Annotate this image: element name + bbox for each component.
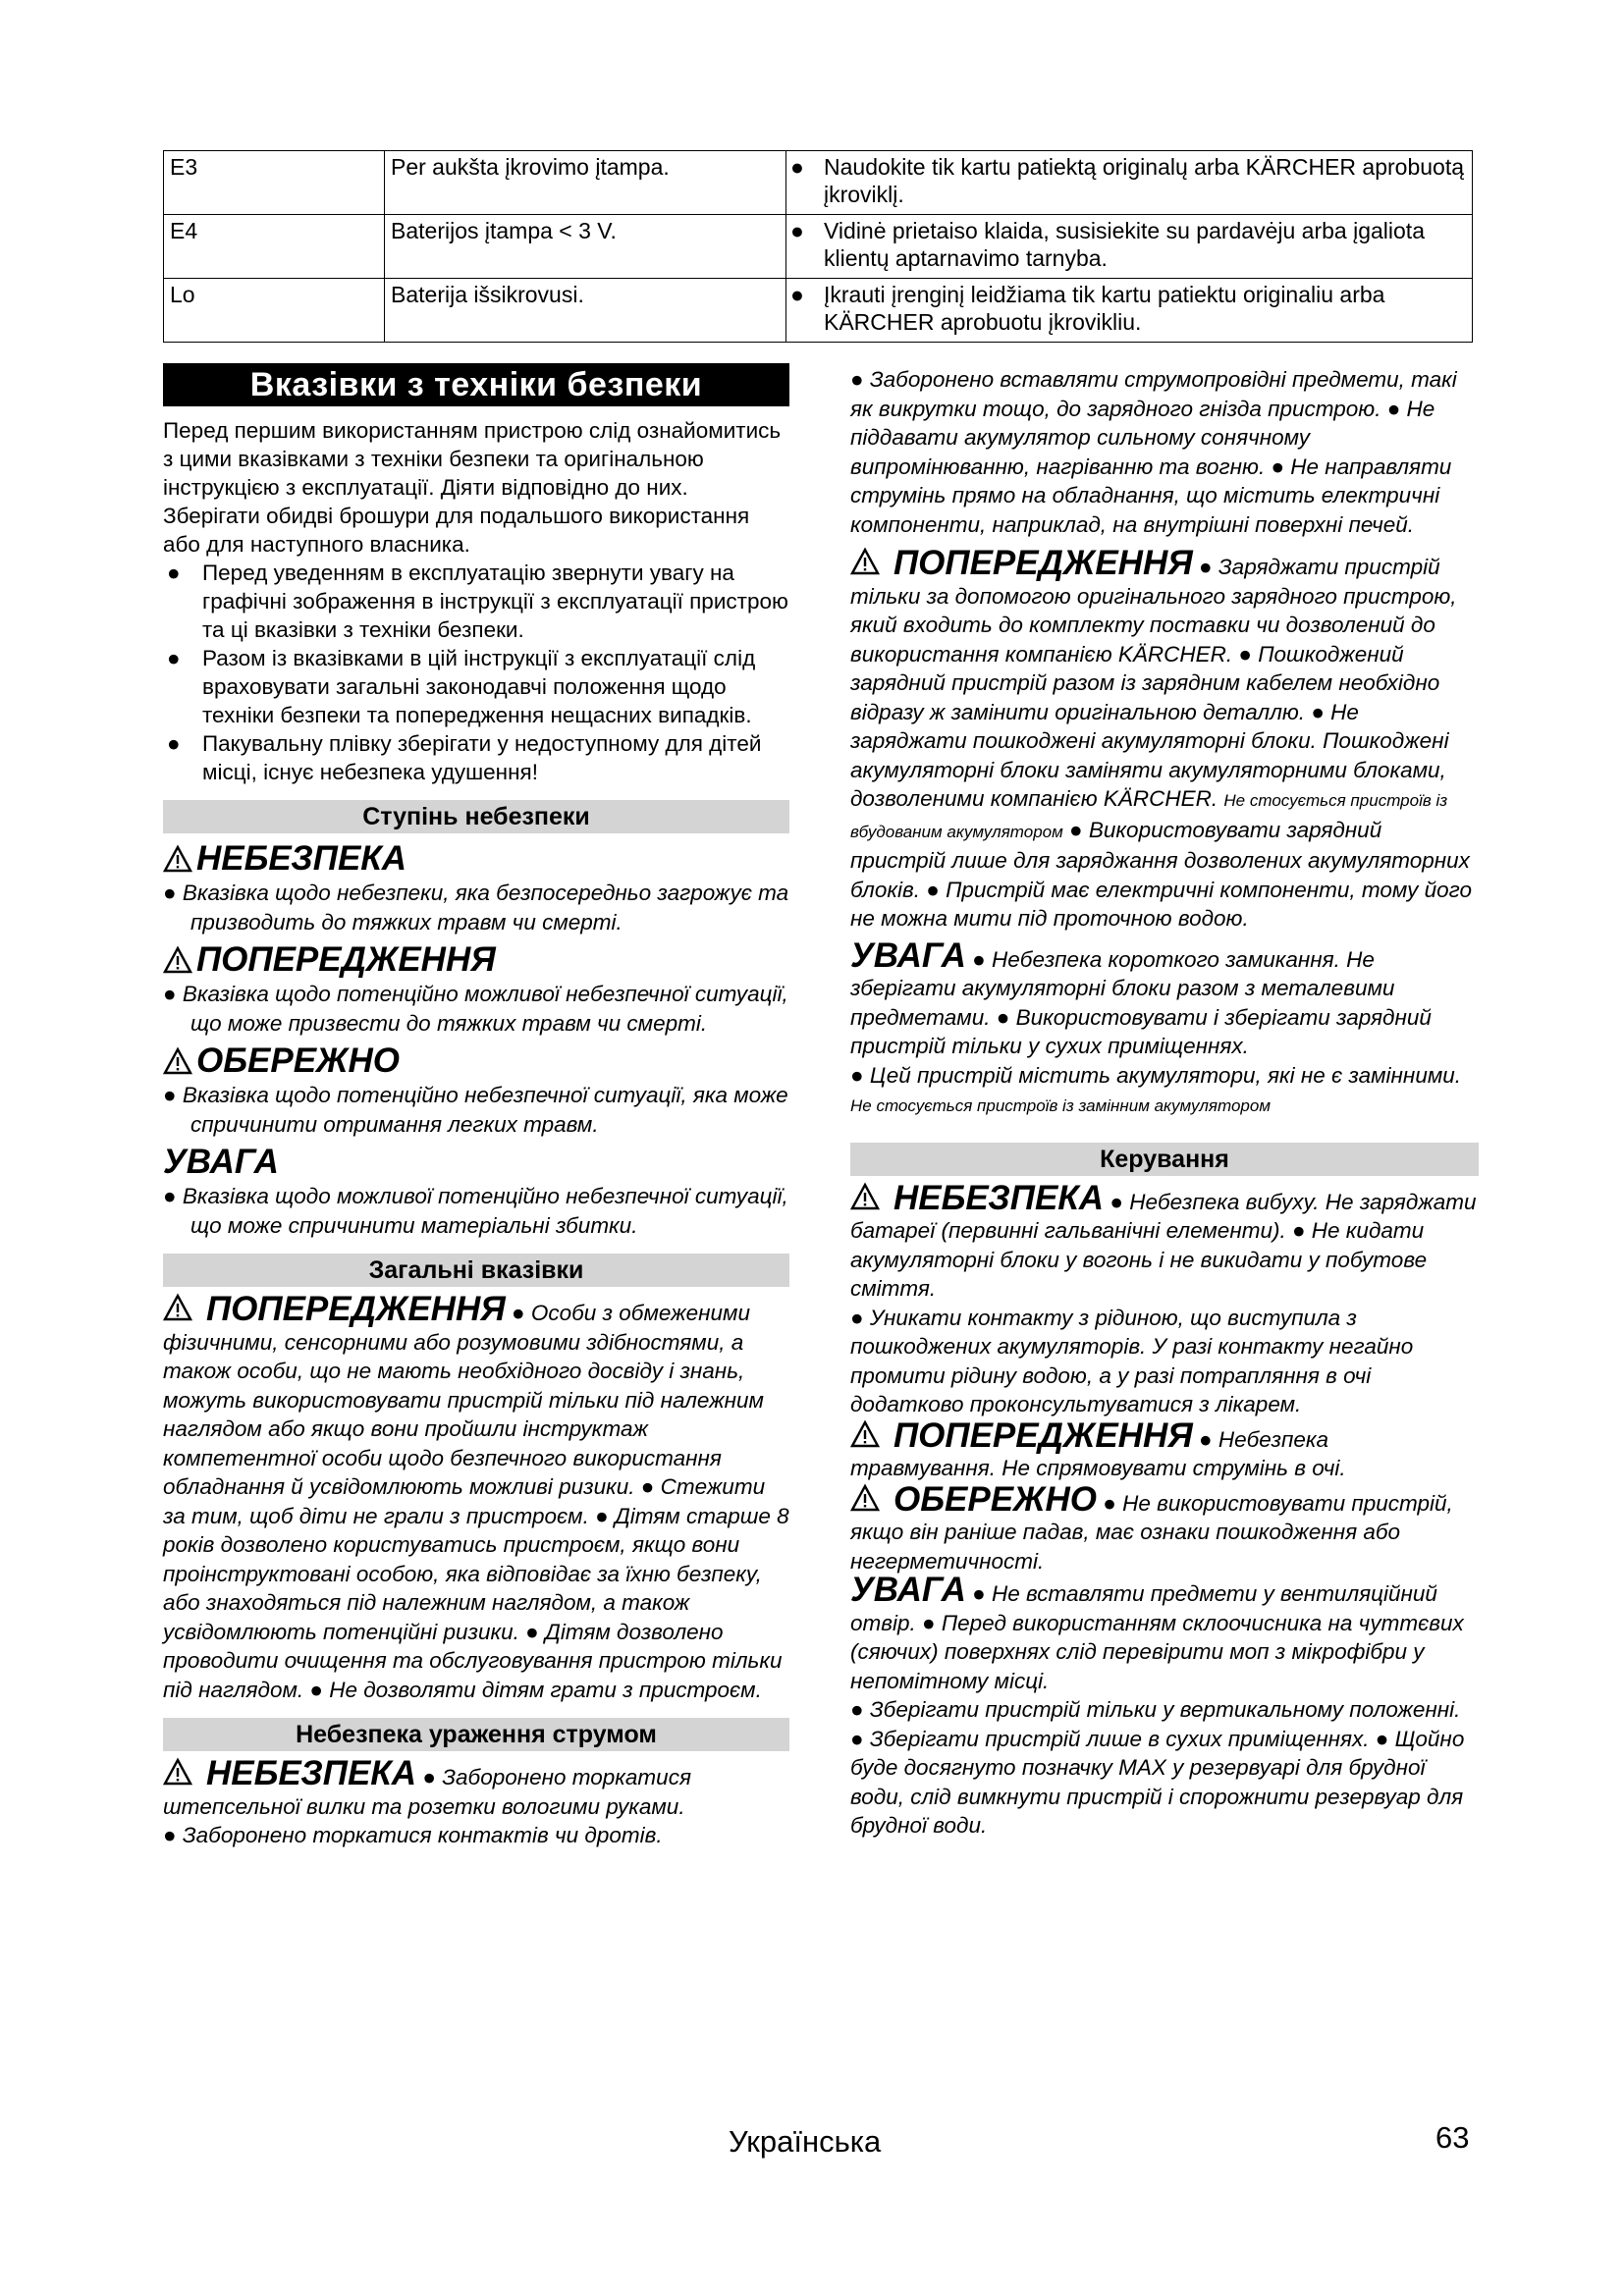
bullet-icon: ● [167,561,181,585]
warning-triangle-icon [850,1182,880,1211]
bullet-icon: ● [167,646,181,670]
section-heading-general: Загальні вказівки [163,1254,789,1287]
error-remedy [786,215,1473,279]
left-column [163,363,789,1850]
section-heading-electric: Небезпека ураження струмом [163,1718,789,1751]
bullet-icon: ● [1110,1189,1123,1214]
level-label: УВАГА [163,1143,279,1181]
bullet-icon: ● [1199,1426,1213,1452]
table-row [164,215,1473,279]
level-warning-text [163,980,789,1038]
keyword-danger [163,1754,416,1792]
bullet-icon: ● [163,982,177,1006]
level-text: Вказівка щодо потенційно небезпечної ситуації, яка може спричинити отримання легких травм. [182,1083,788,1137]
warning-triangle-icon [850,1483,880,1513]
level-text: Вказівка щодо можливої потенційно небезпечної ситуації, що може спричинити матеріальні збитки. [182,1184,788,1238]
paragraph-text: Небезпека вибуху. Не заряджати батареї (первинні гальванічні елементи). ● Не кидати акумуляторні блоки у вогонь і не викидати у побутове сміття. [850,1189,1477,1301]
warning-triangle-icon [163,945,192,975]
keyword-label: НЕБЕЗПЕКА [893,1178,1105,1217]
bullet-icon: ● [850,1062,864,1088]
bullet-icon: ● [1069,817,1083,842]
footer-language: Українська [729,2124,882,2159]
electric-danger-text-2 [163,1821,789,1850]
remedy-text: Vidinė prietaiso klaida, susisiekite su pardavėju arba įgaliota klientų aptarnavimo tarnyba. [824,218,1425,271]
level-attention-heading [163,1143,789,1182]
paragraph-text: Зберігати пристрій тільки у вертикальному положенні. ● Зберігати пристрій лише в сухих приміщеннях. ● Щойно буде досягнуто позначку MAX у резервуарі для брудної води, слід вимкнути пристрій і спорожнити резервуар для брудної води. [850,1697,1465,1838]
level-danger-heading [163,839,789,879]
level-warning-heading [163,940,789,980]
list-item [163,559,789,644]
control-caution-text [850,1479,1479,1576]
warning-triangle-icon [163,1046,192,1076]
warning-triangle-icon [163,1293,192,1322]
level-label: НЕБЕЗПЕКА [196,839,407,878]
list-item [163,644,789,729]
bullet-icon: ● [850,1305,864,1330]
page-number: 63 [1435,2120,1470,2155]
level-attention-text [163,1182,789,1240]
paragraph-text: Уникати контакту з рідиною, що виступила з пошкоджених акумуляторів. У разі контакту негайно промити рідину водою, а у разі потрапляння в очі додатково проконсультуватися з лікарем. [850,1305,1414,1416]
level-caution-text [163,1081,789,1139]
list-item-text: Пакувальну плівку зберігати у недоступному для дітей місці, існує небезпека удушення! [202,731,762,784]
paragraph-text: Особи з обмеженими фізичними, сенсорними або розумовими здібностями, а також особи, що не мають необхідного досвіду і знань, можуть використовувати пристрій тільки під належним наглядом або якщо вони пройшли інструктаж компетентної особи щодо безпечного використання обладнання й усвідомлюють можливі ризики. ● Стежити за тим, щоб діти не грали з пристроєм. ● Дітям старше 8 років дозволено користуватись пристроєм, якщо вони проінструктовані особою, яка відповідає за їхню безпеку, або знаходяться під належним наглядом, а також усвідомлюють потенційні ризики. ● Дітям дозволено проводити очищення та обслуговування пристрою тільки під наглядом. ● Не дозволяти дітям грати з пристроєм. [163,1301,789,1702]
error-cause: Per aukšta įkrovimo įtampa. [385,151,786,215]
keyword-caution [850,1480,1097,1519]
table-row [164,151,1473,215]
control-attention-text [850,1571,1479,1695]
short-circuit-attention-text [850,935,1479,1061]
paragraph-text: Небезпека короткого замикання. Не зберігати акумуляторні блоки разом з металевими предметами. ● Використовувати і зберігати зарядний пристрій тільки у сухих приміщеннях. [850,946,1432,1058]
control-danger-text [850,1178,1479,1304]
keyword-danger [850,1179,1104,1217]
bullet-icon: ● [790,154,804,180]
paragraph-text: Заборонено торкатися штепсельної вилки та розетки вологими руками. [163,1765,691,1819]
section-heading-hazard-levels: Ступінь небезпеки [163,800,789,833]
bullet-icon: ● [1199,555,1213,579]
control-danger-text-2 [850,1304,1479,1419]
keyword-warning [850,544,1193,582]
general-warning-text [163,1290,789,1704]
level-text: Вказівка щодо небезпеки, яка безпосередньо загрожує та призводить до тяжких травм чи смерті. [182,881,789,934]
intro-text: Перед першим використанням пристрою слід ознайомитись з цими вказівками з техніки безпеки та оригінальною інструкцією з експлуатації. Діяти відповідно до них. Зберігати обидві брошури для подальшого використання або для наступного власника. [163,418,782,557]
error-code: Lo [164,279,385,343]
note-text: Не стосується пристроїв із замінним акумулятором [850,1096,1271,1115]
level-text: Вказівка щодо потенційно можливої небезпечної ситуації, що може призвести до тяжких травм чи смерті. [182,982,788,1036]
paragraph-text: Не вставляти предмети у вентиляційний отвір. ● Перед використанням склоочисника на чуттєвих (сяючих) поверхнях слід перевірити моп з мікрофібри у непомітному місці. [850,1581,1464,1693]
level-label: ПОПЕРЕДЖЕННЯ [196,940,496,979]
keyword-label: ПОПЕРЕДЖЕННЯ [206,1290,506,1328]
bullet-icon: ● [512,1301,525,1325]
keyword-label: ОБЕРЕЖНО [893,1479,1097,1519]
error-cause: Baterija išsikrovusi. [385,279,786,343]
keyword-label: ПОПЕРЕДЖЕННЯ [893,1415,1193,1455]
error-code: E4 [164,215,385,279]
paragraph-text: Заборонено вставляти струмопровідні предмети, такі як викрутки тощо, до зарядного гнізда пристрою. ● Не піддавати акумулятор сильному сонячному випромінюванню, нагріванню та вогню. ● Не направляти струмінь прямо на обладнання, що містить електричні компоненти, наприклад, на внутрішні поверхні печей. [850,367,1457,537]
electric-danger-text [163,1754,789,1821]
bullet-icon: ● [422,1765,436,1789]
paragraph-text: Використовувати зарядний пристрій лише для заряджання дозволених акумуляторних блоків. ● Пристрій має електричні компоненти, тому його не можна мити під проточною водою. [850,817,1472,931]
section-heading-control: Керування [850,1143,1479,1176]
bullet-icon: ● [163,1823,177,1847]
keyword-label: ПОПЕРЕДЖЕННЯ [893,544,1193,582]
bullet-icon: ● [1103,1490,1116,1516]
paragraph-text: Заборонено торкатися контактів чи дротів. [182,1823,663,1847]
keyword-warning [163,1290,506,1328]
paragraph-text: Цей пристрій містить акумулятори, які не є замінними. [869,1062,1462,1088]
level-danger-text [163,879,789,936]
error-remedy [786,279,1473,343]
warning-triangle-icon [163,1757,192,1787]
error-remedy [786,151,1473,215]
warning-triangle-icon [850,547,880,576]
list-item-text: Перед уведенням в експлуатацію звернути увагу на графічні зображення в інструкції з експлуатації пристрою та ці вказівки з техніки безпеки. [202,561,788,642]
page-title: Вказівки з техніки безпеки [163,363,789,406]
bullet-icon: ● [972,946,986,972]
list-item [163,729,789,786]
keyword-attention: УВАГА [850,935,966,975]
continued-text [850,365,1479,539]
bullet-icon: ● [163,1184,177,1208]
remedy-text: Įkrauti įrenginį leidžiama tik kartu patiektu originaliu arba KÄRCHER aprobuotu įkrovikliu. [824,282,1385,335]
control-warning-text [850,1415,1479,1483]
bullet-icon: ● [850,367,864,392]
warning-triangle-icon [163,844,192,874]
bullet-icon: ● [790,282,804,307]
paragraph-text: Не використовувати пристрій, якщо він раніше падав, має ознаки пошкодження або негерметичності. [850,1490,1453,1574]
non-replaceable-battery-text [850,1061,1479,1121]
error-code: E3 [164,151,385,215]
note-text: Не стосується пристроїв із вбудованим акумулятором [850,791,1448,841]
bullet-icon: ● [163,881,177,905]
remedy-text: Naudokite tik kartu patiektą originalų arba KÄRCHER aprobuotą įkroviklį. [824,154,1465,207]
keyword-label: НЕБЕЗПЕКА [206,1754,417,1792]
bullet-icon: ● [167,731,181,756]
keyword-warning [850,1416,1193,1455]
bullet-icon: ● [163,1083,177,1107]
bullet-icon: ● [850,1697,864,1722]
error-code-table [163,150,1473,343]
bullet-icon: ● [972,1581,986,1606]
paragraph-text: Небезпека травмування. Не спрямовувати струмінь в очі. [850,1426,1346,1480]
warning-triangle-icon [850,1419,880,1449]
intro-bullets [163,559,789,786]
error-cause: Baterijos įtampa < 3 V. [385,215,786,279]
right-column [850,365,1479,1841]
list-item-text: Разом із вказівками в цій інструкції з експлуатації слід враховувати загальні законодавчі положення щодо техніки безпеки та попередження нещасних випадків. [202,646,756,727]
keyword-attention: УВАГА [850,1571,966,1609]
level-caution-heading [163,1041,789,1081]
control-attention-text-2 [850,1695,1479,1841]
paragraph-text: Заряджати пристрій тільки за допомогою оригінального зарядного пристрою, який входить до комплекту поставки чи дозволений до використання компанією KÄRCHER. ● Пошкоджений зарядний пристрій разом із зарядним кабелем необхідно відразу ж замінити оригінальною деталлю. ● Не заряджати пошкоджені акумуляторні блоки. Пошкоджені акумуляторні блоки заміняти акумуляторними блоками, дозволеними компанією KÄRCHER. [850,555,1457,811]
table-row [164,279,1473,343]
charger-warning-text [850,544,1479,934]
bullet-icon: ● [790,218,804,243]
level-label: ОБЕРЕЖНО [196,1041,400,1080]
